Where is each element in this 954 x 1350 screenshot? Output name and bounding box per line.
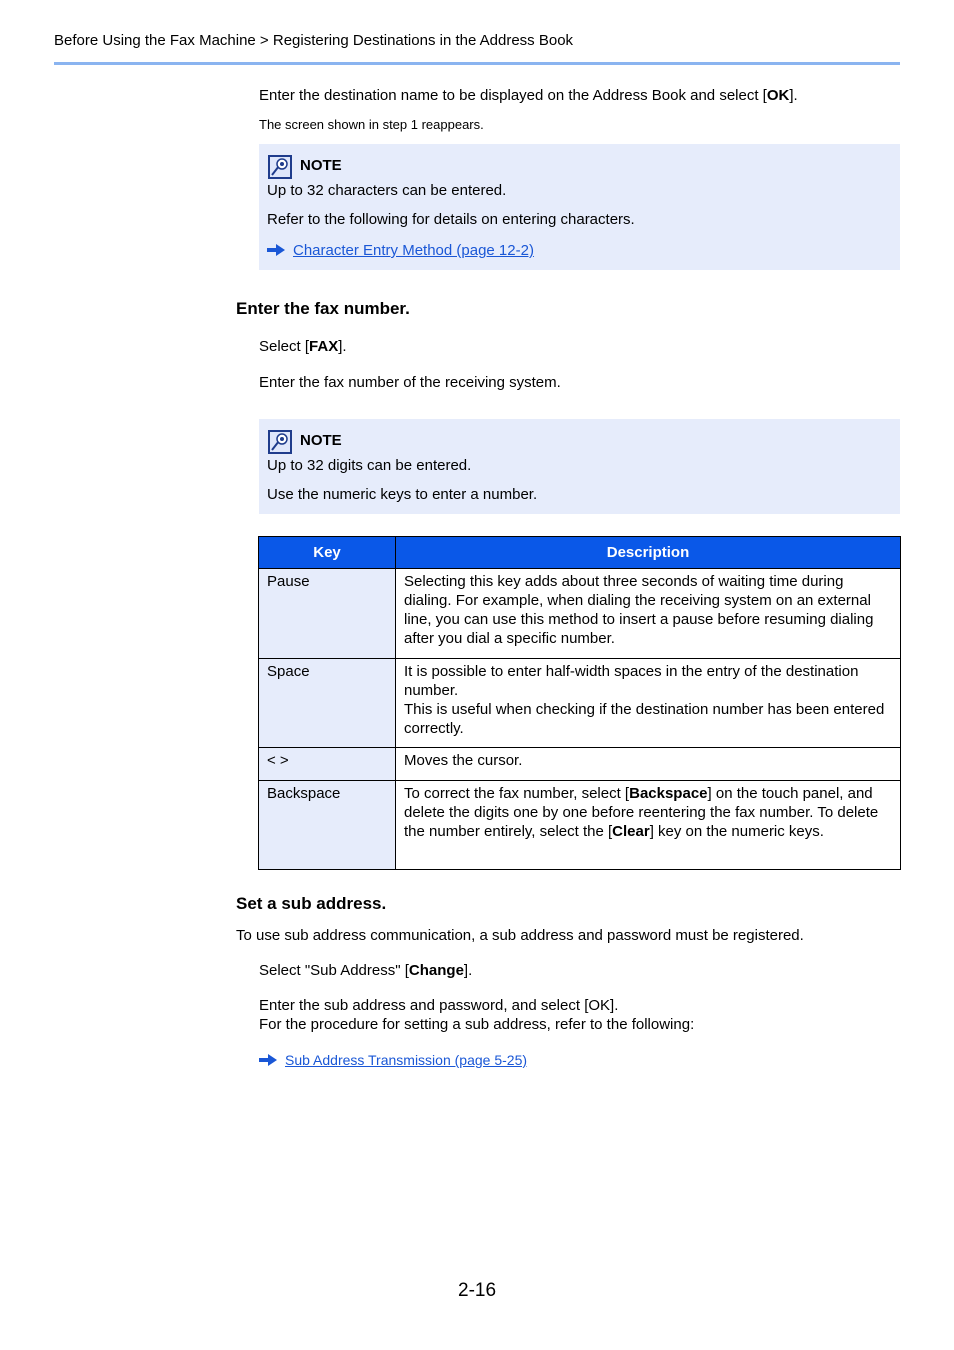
key-cell: Pause: [259, 569, 396, 659]
note-title: NOTE: [300, 157, 342, 174]
select-text-end: ].: [463, 962, 473, 979]
header-rule: [54, 62, 900, 65]
heading-set-sub-address: Set a sub address.: [236, 894, 387, 913]
enter-sub-address-instruction: Enter the sub address and password, and select [OK].: [259, 997, 619, 1014]
character-entry-link[interactable]: Character Entry Method (page 12-2): [293, 242, 534, 259]
step-name-result: The screen shown in step 1 reappears.: [259, 117, 484, 132]
arrow-right-icon: [259, 1053, 277, 1069]
description-text: ] on the touch panel, and delete the digits one by one before reentering the fax number. To delete the number entirely, select the [: [404, 785, 879, 840]
sub-address-intro: To use sub address communication, a sub address and password must be registered.: [236, 927, 804, 944]
note-line-limit: Up to 32 characters can be entered.: [267, 182, 507, 199]
key-description-table: [258, 536, 901, 870]
instruction-text: Enter the destination name to be displayed on the Address Book and select [: [259, 87, 767, 104]
description-cell: [396, 781, 901, 870]
description-cell: [396, 659, 901, 748]
description-text: ] key on the numeric keys.: [649, 823, 824, 840]
key-cell: < >: [259, 748, 396, 781]
note-box-digits: [259, 419, 900, 514]
column-header-description: Description: [396, 537, 901, 569]
backspace-key-label: Backspace: [629, 785, 708, 802]
page-number: 2-16: [458, 1280, 497, 1301]
column-header-key: Key: [259, 537, 396, 569]
note-box-characters: [259, 144, 900, 270]
note-icon: [268, 430, 292, 458]
table-row: [259, 748, 901, 781]
heading-enter-fax-number: Enter the fax number.: [236, 299, 410, 318]
key-cell: Space: [259, 659, 396, 748]
fax-key-label: FAX: [309, 338, 339, 355]
breadcrumb: Before Using the Fax Machine > Registering Destinations in the Address Book: [54, 32, 574, 49]
description-cell: Moves the cursor.: [396, 748, 901, 781]
select-text: Select "Sub Address" [: [259, 962, 409, 979]
select-text: Select [: [259, 338, 310, 355]
description-line: It is possible to enter half-width spaces in the entry of the destination number.: [404, 663, 859, 699]
description-text: To correct the fax number, select [: [404, 785, 630, 802]
sub-address-link-row: [259, 1052, 527, 1069]
description-line: This is useful when checking if the destination number has been entered correctly.: [404, 701, 885, 737]
note-line-limit: Up to 32 digits can be entered.: [267, 457, 472, 474]
note-line-numeric: Use the numeric keys to enter a number.: [267, 486, 538, 503]
enter-fax-instruction: Enter the fax number of the receiving system.: [259, 374, 561, 391]
table-header-row: [259, 537, 901, 569]
clear-key-label: Clear: [612, 823, 650, 840]
table-row: [259, 781, 901, 870]
note-title: NOTE: [300, 432, 342, 449]
description-cell: Selecting this key adds about three seconds of waiting time during dialing. For example, when dialing the receiving system on an external line, you can use this method to insert a pause before resuming dialing after you dial a specific number.: [396, 569, 901, 659]
instruction-text-end: ].: [789, 87, 798, 104]
select-sub-address-instruction: [259, 961, 472, 980]
select-text-end: ].: [338, 338, 347, 355]
note-icon: [268, 155, 292, 183]
note-line-refer: Refer to the following for details on entering characters.: [267, 211, 635, 228]
table-row: [259, 659, 901, 748]
step-name-instruction: [259, 86, 798, 105]
change-key-label: Change: [408, 962, 464, 979]
table-row: [259, 569, 901, 659]
ok-key-label: OK: [766, 87, 790, 104]
character-entry-link-row: [267, 242, 534, 260]
select-fax-instruction: [259, 337, 347, 356]
key-cell: Backspace: [259, 781, 396, 870]
sub-address-transmission-link[interactable]: Sub Address Transmission (page 5-25): [285, 1052, 528, 1068]
sub-address-refer: For the procedure for setting a sub address, refer to the following:: [259, 1016, 695, 1033]
arrow-right-icon: [267, 243, 285, 260]
